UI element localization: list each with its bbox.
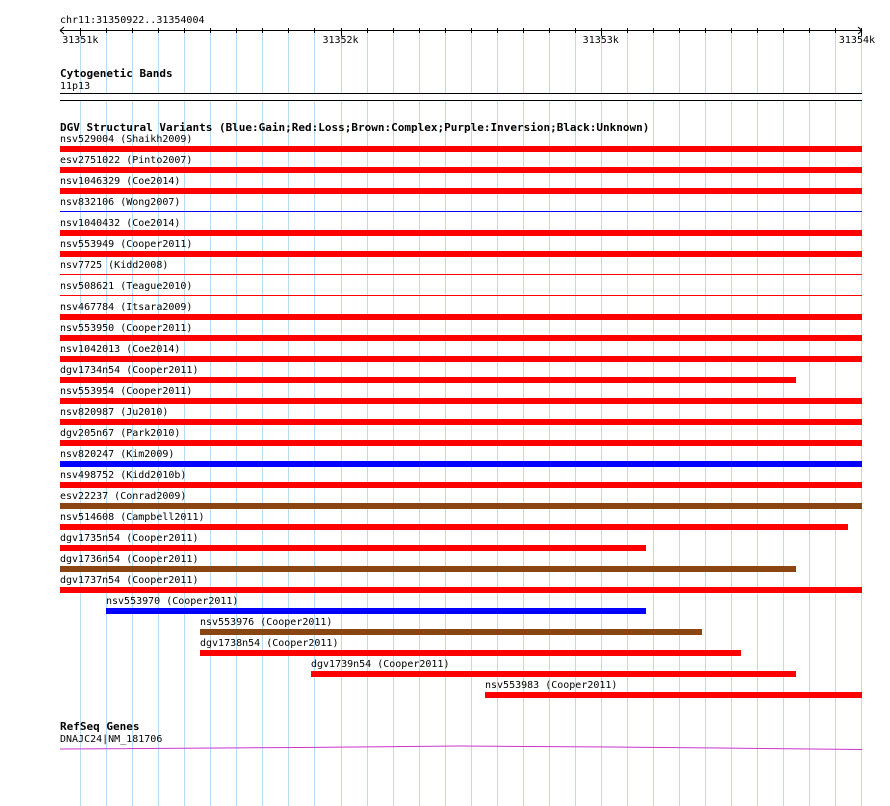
variant-bar[interactable] [60, 461, 862, 467]
variant-bar[interactable] [485, 692, 862, 698]
variant-label: dgv1735n54 (Cooper2011) [60, 533, 199, 544]
variant-label: nsv553954 (Cooper2011) [60, 386, 193, 397]
variant-bar[interactable] [60, 146, 862, 152]
variant-bar[interactable] [311, 671, 796, 677]
variant-label: nsv553970 (Cooper2011) [106, 596, 239, 607]
refseq-gene-feature[interactable] [0, 740, 890, 756]
gene-transcript-line[interactable] [60, 746, 862, 750]
variant-bar[interactable] [60, 440, 862, 446]
variant-bar[interactable] [60, 188, 862, 194]
variant-bar[interactable] [60, 335, 862, 341]
variant-bar[interactable] [200, 629, 702, 635]
variant-label: dgv205n67 (Park2010) [60, 428, 181, 439]
variant-bar[interactable] [200, 650, 741, 656]
variant-label: nsv529004 (Shaikh2009) [60, 134, 193, 145]
variant-bar[interactable] [60, 274, 862, 275]
variant-label: dgv1738n54 (Cooper2011) [200, 638, 339, 649]
variant-label: dgv1737n54 (Cooper2011) [60, 575, 199, 586]
variant-bar[interactable] [106, 608, 646, 614]
variant-label: nsv498752 (Kidd2010b) [60, 470, 187, 481]
ruler-tick-label: 31351k [62, 35, 99, 46]
variant-label: nsv7725 (Kidd2008) [60, 260, 169, 271]
variant-bar[interactable] [60, 251, 862, 257]
variant-bar[interactable] [60, 566, 796, 572]
variant-label: dgv1739n54 (Cooper2011) [311, 659, 450, 670]
variant-label: nsv1040432 (Coe2014) [60, 218, 181, 229]
variant-bar[interactable] [60, 211, 862, 212]
variant-bar[interactable] [60, 356, 862, 362]
variant-label: nsv508621 (Teague2010) [60, 281, 193, 292]
variant-label: dgv1736n54 (Cooper2011) [60, 554, 199, 565]
variant-bar[interactable] [60, 587, 862, 593]
variant-bar[interactable] [60, 482, 862, 488]
ruler-tick-label: 31352k [322, 35, 359, 46]
variant-label: nsv514608 (Campbell2011) [60, 512, 205, 523]
variant-bar[interactable] [60, 377, 796, 383]
cytoband-label: 11p13 [60, 81, 91, 92]
variant-bar[interactable] [60, 167, 862, 173]
variant-label: nsv1046329 (Coe2014) [60, 176, 181, 187]
variant-label: nsv820987 (Ju2010) [60, 407, 169, 418]
variant-label: nsv467784 (Itsara2009) [60, 302, 193, 313]
variant-label: esv22237 (Conrad2009) [60, 491, 187, 502]
ruler-tick-label: 31354k [838, 35, 876, 46]
cytoband-band[interactable] [60, 93, 862, 101]
variant-bar[interactable] [60, 398, 862, 404]
variant-label: nsv553950 (Cooper2011) [60, 323, 193, 334]
variant-bar[interactable] [60, 230, 862, 236]
variant-label: esv2751022 (Pinto2007) [60, 155, 193, 166]
variant-label: nsv553949 (Cooper2011) [60, 239, 193, 250]
variant-bar[interactable] [60, 545, 646, 551]
variant-label: nsv832106 (Wong2007) [60, 197, 181, 208]
variant-label: nsv820247 (Kim2009) [60, 449, 175, 460]
dgv-track-title: DGV Structural Variants (Blue:Gain;Red:Loss;Brown:Complex;Purple:Inversion;Black:Unknown) [60, 121, 650, 134]
ruler-arrow-left [60, 31, 64, 35]
variant-bar[interactable] [60, 295, 862, 296]
refseq-track-title: RefSeq Genes [60, 720, 140, 733]
variant-label: nsv553976 (Cooper2011) [200, 617, 333, 628]
variant-label: nsv553983 (Cooper2011) [485, 680, 618, 691]
variant-bar[interactable] [60, 503, 862, 509]
ruler-arrow-left [60, 27, 64, 31]
ruler-title: chr11:31350922..31354004 [60, 15, 205, 26]
variant-bar[interactable] [60, 419, 862, 425]
refseq-gene-label: DNAJC24|NM_181706 [60, 734, 163, 745]
variant-label: nsv1042013 (Coe2014) [60, 344, 181, 355]
variant-bar[interactable] [60, 314, 862, 320]
variant-bar[interactable] [60, 524, 848, 530]
variant-label: dgv1734n54 (Cooper2011) [60, 365, 199, 376]
cytoband-track-title: Cytogenetic Bands [60, 67, 173, 80]
ruler-tick-label: 31353k [582, 35, 619, 46]
